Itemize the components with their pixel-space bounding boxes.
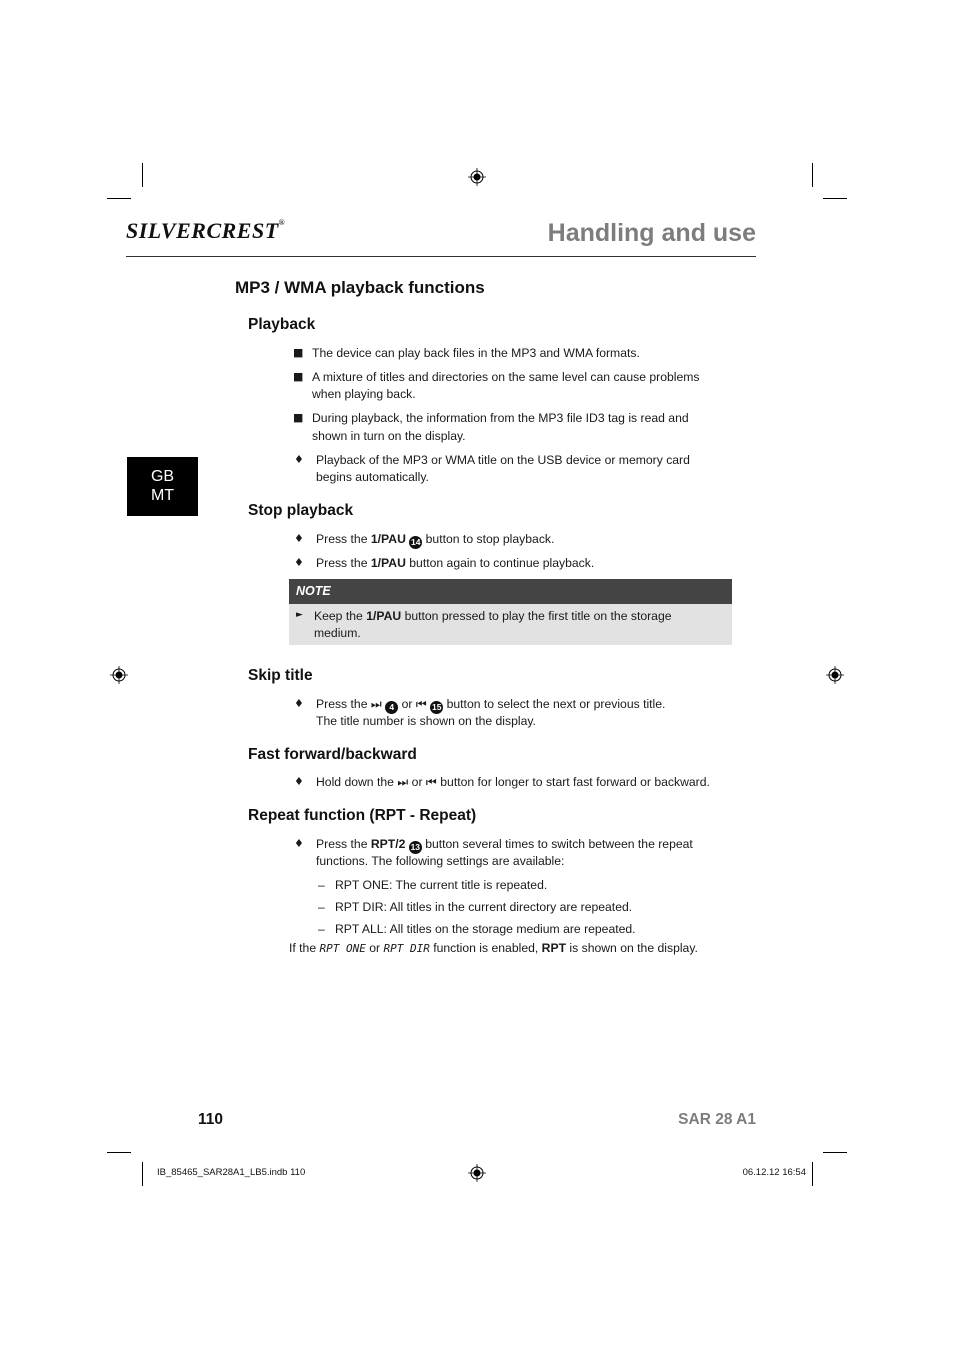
header-divider bbox=[126, 256, 756, 257]
diamond-bullet-icon: ♦ bbox=[294, 556, 304, 569]
heading-stop-playback: Stop playback bbox=[248, 502, 354, 519]
brand-logo: SILVERCREST® bbox=[126, 218, 286, 243]
list-item: when playing back. bbox=[312, 387, 416, 401]
action-step: The title number is shown on the display. bbox=[316, 714, 536, 728]
page-number: 110 bbox=[198, 1111, 224, 1128]
diamond-bullet-icon: ♦ bbox=[294, 453, 304, 466]
page-header-title: Handling and use bbox=[547, 219, 756, 247]
crop-mark bbox=[107, 1152, 131, 1153]
callout-number-15: 15 bbox=[431, 702, 442, 712]
action-step: functions. The following settings are available: bbox=[316, 854, 565, 868]
square-bullet-icon: ■ bbox=[293, 370, 304, 383]
dash-bullet: – bbox=[318, 922, 325, 936]
list-item: A mixture of titles and directories on the same level can cause problems bbox=[312, 370, 700, 384]
print-slug-file: IB_85465_SAR28A1_LB5.indb 110 bbox=[157, 1167, 306, 1178]
heading-playback: Playback bbox=[248, 316, 316, 333]
repeat-summary: If the RPT ONE or RPT DIR function is enabled, RPT is shown on the display. bbox=[289, 941, 698, 955]
callout-number-14: 14 bbox=[411, 537, 421, 547]
heading-skip-title: Skip title bbox=[248, 667, 313, 684]
language-code-gb: GB bbox=[150, 468, 175, 485]
diamond-bullet-icon: ♦ bbox=[294, 837, 304, 850]
crop-mark bbox=[812, 163, 813, 187]
display-text: RPT DIR bbox=[383, 942, 430, 955]
language-tab bbox=[127, 457, 198, 516]
note-text: medium. bbox=[314, 626, 361, 640]
skip-previous-icon: ⏮ bbox=[425, 775, 437, 789]
action-step: Press the 1/PAU button again to continue playback. bbox=[316, 556, 595, 570]
diamond-bullet-icon: ♦ bbox=[294, 532, 304, 545]
repeat-option: RPT ALL: All titles on the storage medium are repeated. bbox=[335, 922, 636, 936]
square-bullet-icon: ■ bbox=[293, 346, 304, 359]
action-step: Press the ⏭ 4 or ⏮ 15 button to select the next or previous title. bbox=[316, 697, 666, 712]
note-header: NOTE bbox=[289, 579, 732, 604]
registration-mark-icon bbox=[110, 666, 128, 684]
note-text: Keep the 1/PAU button pressed to play the first title on the storage bbox=[314, 609, 672, 623]
action-step: Press the RPT/2 13 button several times to switch between the repeat bbox=[316, 837, 693, 852]
callout-number-13: 13 bbox=[410, 842, 421, 852]
arrow-bullet-icon: ► bbox=[296, 610, 303, 620]
heading-repeat-function: Repeat function (RPT - Repeat) bbox=[248, 807, 477, 824]
crop-mark bbox=[812, 1162, 813, 1186]
diamond-bullet-icon: ♦ bbox=[294, 775, 304, 788]
skip-next-icon: ⏭ bbox=[397, 775, 409, 789]
crop-mark bbox=[142, 1162, 143, 1186]
list-item: shown in turn on the display. bbox=[312, 429, 466, 443]
registration-mark-icon bbox=[468, 1164, 486, 1182]
action-step: Press the 1/PAU 14 button to stop playback. bbox=[316, 532, 555, 547]
dash-bullet: – bbox=[318, 900, 325, 914]
list-item: The device can play back files in the MP3 and WMA formats. bbox=[312, 346, 640, 360]
square-bullet-icon: ■ bbox=[293, 411, 304, 424]
crop-mark bbox=[107, 198, 131, 199]
registration-mark-icon bbox=[826, 666, 844, 684]
callout-number-4: 4 bbox=[385, 701, 398, 714]
repeat-option: RPT ONE: The current title is repeated. bbox=[335, 878, 548, 892]
action-step: begins automatically. bbox=[316, 470, 429, 484]
model-number: SAR 28 A1 bbox=[678, 1111, 756, 1128]
crop-mark bbox=[823, 1152, 847, 1153]
registration-mark-icon bbox=[468, 168, 486, 186]
skip-next-icon: ⏭ bbox=[370, 697, 382, 711]
list-item: During playback, the information from the MP3 file ID3 tag is read and bbox=[312, 411, 689, 425]
crop-mark bbox=[823, 198, 847, 199]
display-text: RPT ONE bbox=[319, 942, 366, 955]
section-title: MP3 / WMA playback functions bbox=[235, 278, 485, 297]
action-step: Playback of the MP3 or WMA title on the USB device or memory card bbox=[316, 453, 690, 467]
heading-fast-forward: Fast forward/backward bbox=[248, 746, 417, 763]
dash-bullet: – bbox=[318, 878, 325, 892]
print-slug-date: 06.12.12 16:54 bbox=[742, 1167, 806, 1178]
skip-previous-icon: ⏮ bbox=[415, 697, 427, 711]
repeat-option: RPT DIR: All titles in the current directory are repeated. bbox=[335, 900, 633, 914]
crop-mark bbox=[142, 163, 143, 187]
language-code-mt: MT bbox=[150, 487, 175, 504]
diamond-bullet-icon: ♦ bbox=[294, 697, 304, 710]
action-step: Hold down the ⏭ or ⏮ button for longer to start fast forward or backward. bbox=[316, 775, 710, 789]
